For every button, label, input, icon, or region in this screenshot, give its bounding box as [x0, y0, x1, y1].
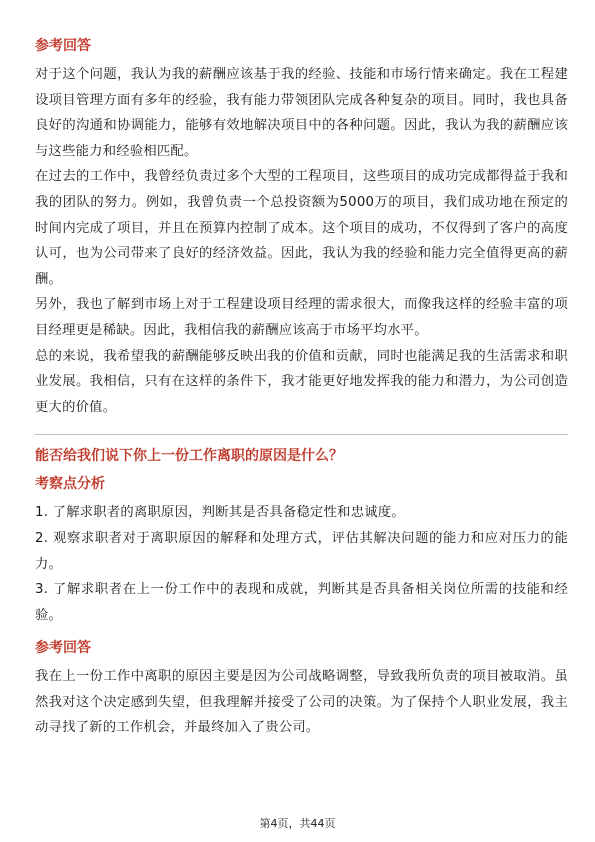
page-number: 第4页，共44页 [259, 817, 336, 830]
analysis-point: 3. 了解求职者在上一份工作中的表现和成就，判断其是否具备相关岗位所需的技能和经验。 [35, 582, 568, 623]
page-content [35, 36, 568, 741]
answer-paragraph: 另外，我也了解到市场上对于工程建设项目经理的需求很大，而像我这样的经验丰富的项目经理更是稀缺。因此，我相信我的薪酬应该高于市场平均水平。 [35, 297, 568, 338]
analysis-point: 2. 观察求职者对于离职原因的解释和处理方式，评估其解决问题的能力和应对压力的能力。 [35, 530, 568, 572]
answer-paragraph: 在过去的工作中，我曾经负责过多个大型的工程项目，这些项目的成功完成都得益于我和我的团队的努力。例如，我曾负责一个总投资额为5000万的项目，我们成功地在预定的时间内完成了项目，并且在预算内控制了成本。这个项目的成功，不仅得到了客户的高度认可，也为公司带来了良好的经济效益。因此，我认为我的经验和能力完全值得更高的薪酬。 [35, 169, 568, 287]
analysis-heading: 考察点分析 [35, 476, 105, 493]
answer-paragraph: 我在上一份工作中离职的原因主要是因为公司战略调整，导致我所负责的项目被取消。虽然我对这个决定感到失望，但我理解并接受了公司的决策。为了保持个人职业发展，我主动寻找了新的工作机会，并最终加入了贵公司。 [35, 669, 568, 736]
reference-answer-heading: 参考回答 [35, 640, 91, 657]
interview-question: 能否给我们说下你上一份工作离职的原因是什么？ [35, 448, 343, 465]
answer-paragraph: 对于这个问题，我认为我的薪酬应该基于我的经验、技能和市场行情来确定。我在工程建设项目管理方面有多年的经验，我有能力带领团队完成各种复杂的项目。同时，我也具备良好的沟通和协调能力，能够有效地解决项目中的各种问题。因此，我认为我的薪酬应该与这些能力和经验相匹配。 [35, 67, 568, 159]
reference-answer-heading: 参考回答 [35, 38, 91, 54]
section-divider [35, 434, 568, 435]
analysis-point: 1. 了解求职者的离职原因，判断其是否具备稳定性和忠诚度。 [35, 505, 405, 521]
spacer [35, 628, 568, 638]
answer-paragraph: 总的来说，我希望我的薪酬能够反映出我的价值和贡献，同时也能满足我的生活需求和职业发展。我相信，只有在这样的条件下，我才能更好地发挥我的能力和潜力，为公司创造更大的价值。 [35, 348, 568, 415]
